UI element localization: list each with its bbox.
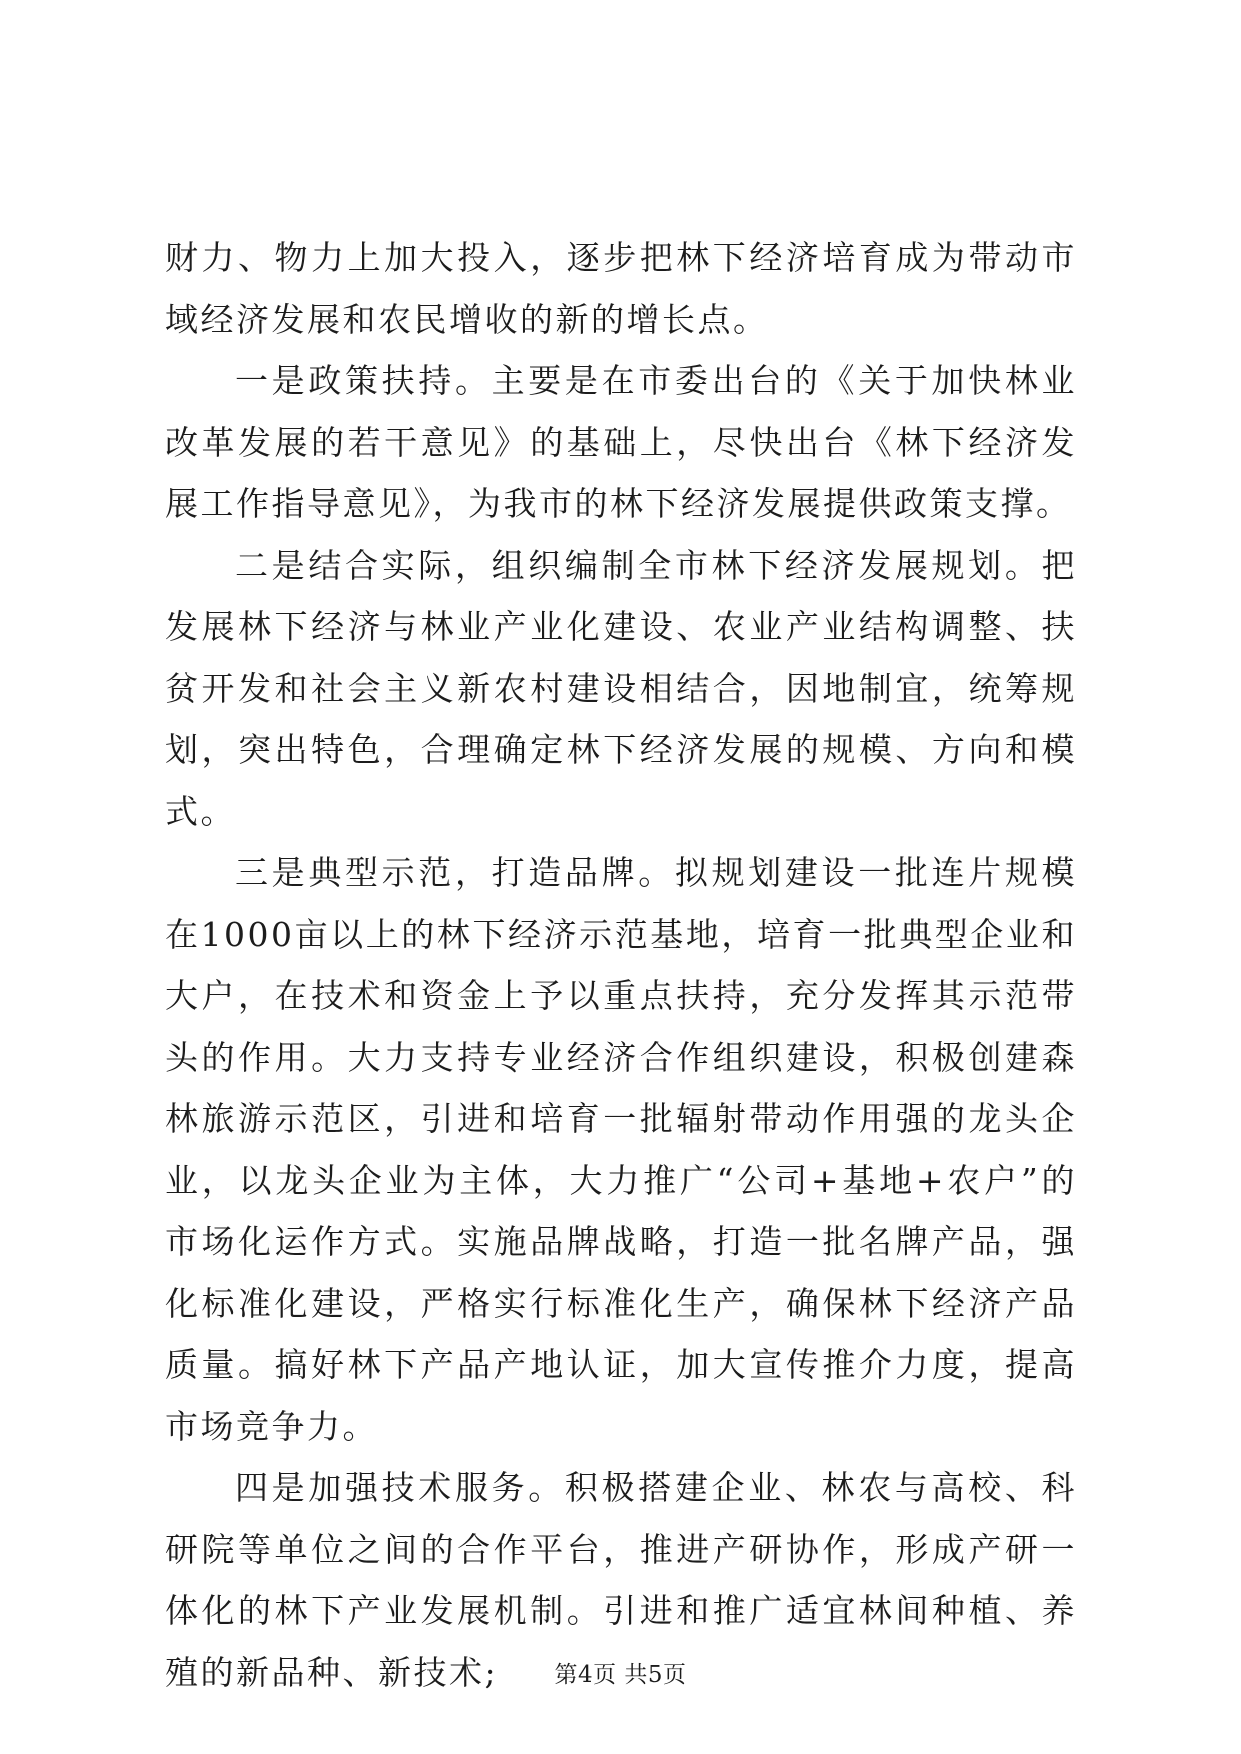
document-body [165,227,1077,1703]
paragraph-policy-support: 一是政策扶持。主要是在市委出台的《关于加快林业改革发展的若干意见》的基础上，尽快出台《林下经济发展工作指导意见》，为我市的林下经济发展提供政策支撑。 [165,361,1077,523]
paragraph-continuation: 财力、物力上加大投入，逐步把林下经济培育成为带动市域经济发展和农民增收的新的增长点。 [165,238,1077,339]
paragraph-technical-service: 四是加强技术服务。积极搭建企业、林农与高校、科研院等单位之间的合作平台，推进产研协作，形成产研一体化的林下产业发展机制。引进和推广适宜林间种植、养殖的新品种、新技术; [165,1468,1077,1692]
page-number-footer: 第4页 共5页 [554,1662,687,1688]
paragraph-planning: 二是结合实际，组织编制全市林下经济发展规划。把发展林下经济与林业产业化建设、农业产业结构调整、扶贫开发和社会主义新农村建设相结合，因地制宜，统筹规划，突出特色，合理确定林下经济发展的规模、方向和模式。 [165,545,1077,831]
paragraph-demonstration: 三是典型示范，打造品牌。拟规划建设一批连片规模在1000亩以上的林下经济示范基地，培育一批典型企业和大户，在技术和资金上予以重点扶持，充分发挥其示范带头的作用。大力支持专业经济合作组织建设，积极创建森林旅游示范区，引进和培育一批辐射带动作用强的龙头企业，以龙头企业为主体，大力推广“公司+基地+农户”的市场化运作方式。实施品牌战略，打造一批名牌产品，强化标准化建设，严格实行标准化生产，确保林下经济产品质量。搞好林下产品产地认证，加大宣传推介力度，提高市场竞争力。 [165,853,1077,1446]
